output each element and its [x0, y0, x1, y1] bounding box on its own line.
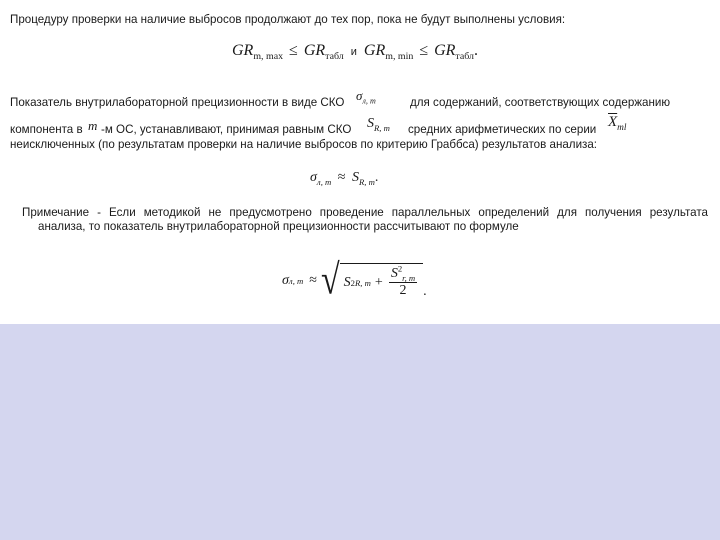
note-line-1: Примечание - Если методикой не предусмотрено проведение параллельных определений для получения результата: [22, 206, 708, 219]
grubbs-condition-formula: $GR_{m, max} \le GR_{табл}$ и $GR_{m, min} \le GR_{табл}$.: [232, 42, 479, 63]
precision-text-2b: -м ОС, устанавливают, принимая равным СКО: [101, 123, 352, 136]
precision-text-1b: для содержаний, соответствующих содержанию: [410, 96, 671, 109]
bottom-panel: [0, 324, 720, 540]
S-R-m-symbol: $S_{R, m}$: [367, 116, 390, 133]
precision-text-1a: Показатель внутрилабораторной прецизионности в виде СКО: [10, 96, 345, 109]
precision-text-2a: компонента в: [10, 123, 83, 136]
precision-text-3: неисключенных (по результатам проверки на наличие выбросов по критерию Граббса) результатов анализа:: [10, 138, 598, 151]
m-symbol: m: [88, 118, 98, 133]
precision-text-2c: средних арифметических по серии: [408, 123, 597, 136]
X-ml-symbol: $\overline{X}_{ml}$: [608, 114, 627, 133]
intro-text: Процедуру проверки на наличие выбросов продолжают до тех пор, пока не будут выполнены условия:: [10, 13, 566, 26]
sigma-approx-S-formula: $\sigma_{л, m} \approx S_{R, m}$.: [310, 170, 379, 187]
sqrt-sign: √: [320, 257, 340, 304]
sigma-Rl-m-symbol: $\sigma_{л, m}$: [356, 88, 376, 106]
note-line-2: анализа, то показатель внутрилабораторной прецизионности рассчитывают по формуле: [38, 220, 519, 233]
sigma-sqrt-formula: σ л, m ≈ √ S 2 R, m + $\frac{S^2_{r, m}}{2}$ .: [282, 257, 427, 304]
sqrt-radicand: S 2 R, m + $\frac{S^2_{r, m}}{2}$: [340, 263, 424, 299]
and-word: и: [350, 46, 357, 58]
